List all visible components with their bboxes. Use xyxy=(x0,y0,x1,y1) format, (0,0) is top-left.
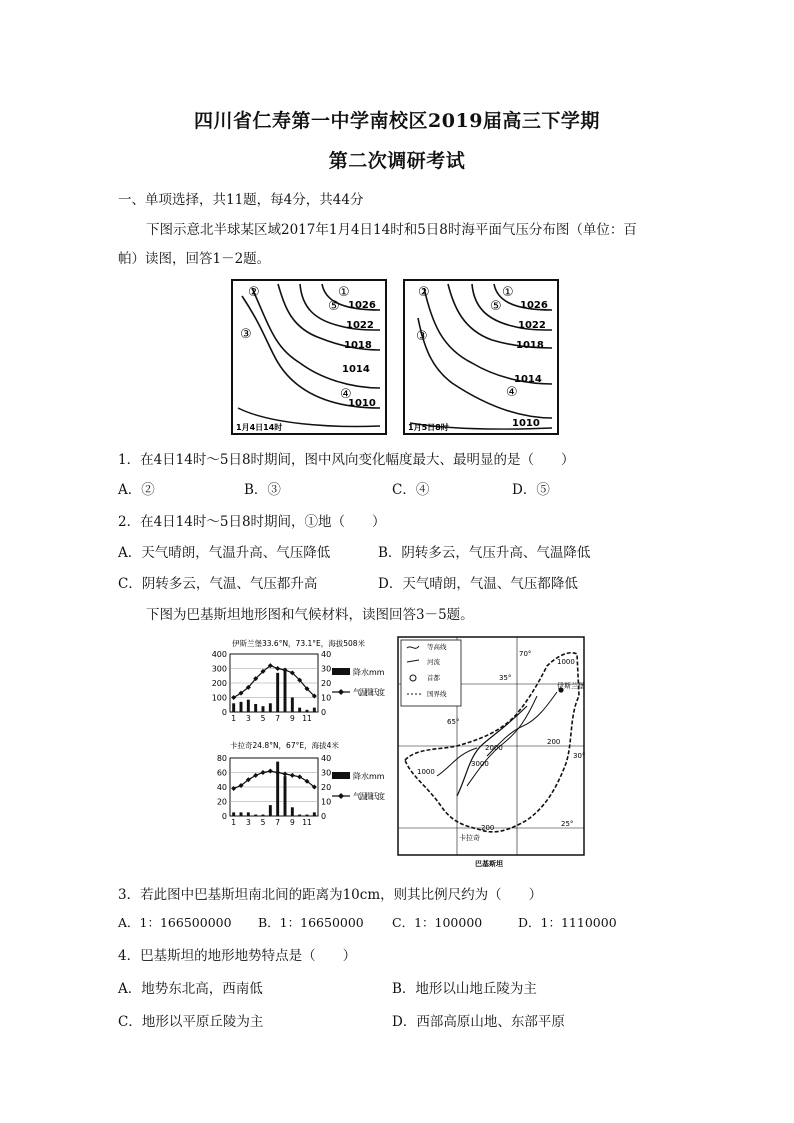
q3-option-d[interactable]: D．1：1110000 xyxy=(518,915,617,930)
precip-bar xyxy=(284,669,287,713)
temp-point xyxy=(290,773,295,778)
isobar-label: 1018 xyxy=(516,340,544,351)
precip-bar xyxy=(306,710,309,712)
q2-option-d[interactable]: D．天气晴朗，气温、气压都降低 xyxy=(378,576,578,592)
y2-tick-label: 10 xyxy=(321,797,332,807)
point-4: ④ xyxy=(340,387,352,402)
label-lat: 35° xyxy=(499,674,512,682)
exam-title-line1: 四川省仁寿第一中学南校区2019届高三下学期 xyxy=(194,110,600,132)
exam-title-line2: 第二次调研考试 xyxy=(328,150,466,172)
question-1-stem: 1．在4日14时～5日8时期间，图中风向变化幅度最大、最明显的是（ ） xyxy=(118,452,575,468)
q1-option-c[interactable]: C．④ xyxy=(392,482,430,498)
q2-option-a[interactable]: A．天气晴朗，气温升高、气压降低 xyxy=(118,545,331,561)
intro-paragraph-1-cont: 帕）读图，回答1－2题。 xyxy=(118,251,271,267)
question-4-stem: 4．巴基斯坦的地形地势特点是（ ） xyxy=(118,948,357,964)
label-lon: 70° xyxy=(519,650,532,658)
precip-bar xyxy=(306,815,309,816)
y-tick-label: 40 xyxy=(216,783,227,792)
y-tick-label: 60 xyxy=(216,768,227,778)
question-3-stem: 3．若此图中巴基斯坦南北间的距离为10cm，则其比例尺约为（ ） xyxy=(118,887,543,903)
legend-precip: 降水mm xyxy=(353,772,385,781)
label-elev: 3000 xyxy=(471,760,489,768)
q4-option-d[interactable]: D．西部高原山地、东部平原 xyxy=(392,1014,565,1030)
y2-tick-label: 20 xyxy=(321,679,332,688)
legend-islamabad xyxy=(332,667,385,697)
y-tick-label: 100 xyxy=(211,693,227,703)
y-tick-label: 0 xyxy=(221,812,227,821)
precip-bar xyxy=(276,673,279,712)
y2-tick-label: 30 xyxy=(321,664,332,674)
temp-point xyxy=(275,770,280,775)
pakistan-map xyxy=(397,636,585,868)
question-2-stem: 2．在4日14时～5日8时期间，①地（ ） xyxy=(118,514,386,530)
x-tick-label: 3 xyxy=(245,714,251,723)
y2-tick-label: 30 xyxy=(321,768,332,778)
y-tick-label: 200 xyxy=(211,679,227,688)
y2-tick-label: 10 xyxy=(321,693,332,703)
temp-point xyxy=(268,769,273,774)
x-tick-label: 7 xyxy=(275,714,281,723)
x-tick-label: 1 xyxy=(231,714,237,723)
q4-option-c[interactable]: C．地形以平原丘陵为主 xyxy=(118,1014,264,1030)
x-tick-label: 5 xyxy=(260,818,266,827)
label-lat: 25° xyxy=(561,820,574,828)
point-5: ⑤ xyxy=(490,299,502,314)
x-tick-label: 11 xyxy=(302,714,312,723)
precip-bar xyxy=(247,812,250,816)
temp-point xyxy=(283,771,288,776)
precip-bar xyxy=(254,704,257,712)
label-lon: 65° xyxy=(447,718,460,726)
label-karachi: 卡拉奇 xyxy=(459,834,480,842)
q3-option-a[interactable]: A．1：166500000 xyxy=(118,915,232,930)
temp-point xyxy=(231,695,236,700)
x-tick-label: 9 xyxy=(289,818,295,827)
q1-option-d[interactable]: D．⑤ xyxy=(512,482,550,498)
y2-tick-label: 40 xyxy=(321,754,332,763)
y-tick-label: 80 xyxy=(216,754,227,763)
label-pakistan: 巴基斯坦 xyxy=(475,860,503,868)
precip-bar xyxy=(298,708,301,712)
q1-option-b[interactable]: B．③ xyxy=(244,482,281,498)
y-tick-label: 0 xyxy=(221,708,227,717)
precip-bar xyxy=(254,815,257,816)
x-tick-label: 9 xyxy=(289,714,295,723)
climate-chart-title: 卡拉奇24.8°N，67°E，海拔4米 xyxy=(230,741,339,750)
pressure-map-right xyxy=(404,280,558,434)
isobar-label: 1014 xyxy=(342,364,370,375)
legend-capital: 首都 xyxy=(427,674,440,682)
q4-option-b[interactable]: B．地形以山地丘陵为主 xyxy=(392,981,537,997)
intro-paragraph-1: 下图示意北半球某区域2017年1月4日14时和5日8时海平面气压分布图（单位：百 xyxy=(146,222,637,238)
isobar-label: 1026 xyxy=(348,300,376,311)
point-5: ⑤ xyxy=(328,299,340,314)
y-tick-label: 300 xyxy=(211,664,227,674)
point-4: ④ xyxy=(506,385,518,400)
legend-border: 国界线 xyxy=(427,690,447,698)
precip-bar xyxy=(240,812,243,816)
precip-bar xyxy=(313,812,316,816)
legend-temp: 气温摄氏度 xyxy=(353,792,385,801)
pressure-map-left xyxy=(232,280,386,434)
label-elev: 200 xyxy=(547,738,561,746)
isobar-label: 1022 xyxy=(346,320,374,331)
temp-point xyxy=(231,786,236,791)
q2-option-b[interactable]: B．阴转多云，气压升高、气温降低 xyxy=(378,545,591,561)
point-3: ③ xyxy=(240,327,252,342)
q4-option-a[interactable]: A．地势东北高，西南低 xyxy=(118,981,263,997)
q3-option-b[interactable]: B．1：16650000 xyxy=(258,915,364,930)
y-tick-label: 20 xyxy=(216,797,227,807)
x-tick-label: 7 xyxy=(275,818,281,827)
precip-bar xyxy=(291,698,294,713)
y2-tick-label: 40 xyxy=(321,650,332,659)
legend-temp: 气温摄氏度 xyxy=(353,688,385,697)
precip-bar xyxy=(276,762,279,816)
x-tick-label: 11 xyxy=(302,818,312,827)
legend-karachi xyxy=(332,771,385,801)
isobar-label: 1022 xyxy=(518,320,546,331)
point-1: ① xyxy=(502,285,514,300)
intro-paragraph-2: 下图为巴基斯坦地形图和气候材料，读图回答3－5题。 xyxy=(146,607,474,623)
precip-bar xyxy=(240,702,243,712)
q3-option-c[interactable]: C．1：100000 xyxy=(392,915,483,930)
point-1: ① xyxy=(338,285,350,300)
precip-bar xyxy=(247,700,250,712)
climate-charts-figure xyxy=(200,632,390,844)
precip-bar xyxy=(262,706,265,712)
temp-point xyxy=(283,667,288,672)
precip-bar xyxy=(269,703,272,712)
precip-bar xyxy=(291,807,294,816)
label-elev: 1000 xyxy=(557,658,575,666)
pressure-map-figure xyxy=(230,278,560,438)
label-elev: 200 xyxy=(481,824,495,832)
point-3: ③ xyxy=(416,329,428,344)
precip-bar xyxy=(269,805,272,816)
q1-option-a[interactable]: A．② xyxy=(118,482,155,498)
climate-chart-karachi xyxy=(217,754,331,827)
section-heading: 一、单项选择，共11题，每4分，共44分 xyxy=(118,192,364,208)
isobar-label: 1026 xyxy=(520,300,548,311)
legend-precip: 降水mm xyxy=(353,668,385,677)
y2-tick-label: 0 xyxy=(321,812,327,821)
precip-bar xyxy=(298,815,301,816)
temp-point xyxy=(297,774,302,779)
label-elev: 1000 xyxy=(417,768,435,776)
temp-line xyxy=(234,666,315,698)
label-islamabad: 伊斯兰堡 xyxy=(557,682,585,690)
precip-bar xyxy=(313,708,316,712)
isobar-label: 1018 xyxy=(344,340,372,351)
precip-bar xyxy=(284,776,287,816)
y2-tick-label: 0 xyxy=(321,708,327,717)
precip-bar xyxy=(232,703,235,712)
isobar-label: 1010 xyxy=(348,398,376,409)
map-caption-left: 1月4日14时 xyxy=(236,423,283,432)
y-tick-label: 400 xyxy=(211,650,227,659)
precip-bar xyxy=(262,815,265,816)
temp-point xyxy=(275,666,280,671)
x-tick-label: 5 xyxy=(260,714,266,723)
temp-line xyxy=(234,771,315,788)
q2-option-c[interactable]: C．阴转多云，气温、气压都升高 xyxy=(118,576,318,592)
precip-bar xyxy=(232,812,235,816)
legend-river: 河流 xyxy=(427,658,440,666)
temp-point xyxy=(261,770,266,775)
legend-contour: 等高线 xyxy=(427,643,447,651)
label-elev: 2000 xyxy=(485,744,503,752)
climate-chart-islamabad xyxy=(212,650,331,723)
label-lat: 30° xyxy=(573,752,585,760)
x-tick-label: 1 xyxy=(231,818,237,827)
y2-tick-label: 20 xyxy=(321,783,332,792)
point-2: ② xyxy=(248,285,260,300)
climate-chart-title: 伊斯兰堡33.6°N，73.1°E，海拔508米 xyxy=(232,639,366,648)
map-caption-right: 1月5日8时 xyxy=(408,423,449,432)
point-2: ② xyxy=(418,285,430,300)
isobar-label: 1014 xyxy=(514,374,542,385)
isobar-label: 1010 xyxy=(512,418,540,429)
x-tick-label: 3 xyxy=(245,818,251,827)
